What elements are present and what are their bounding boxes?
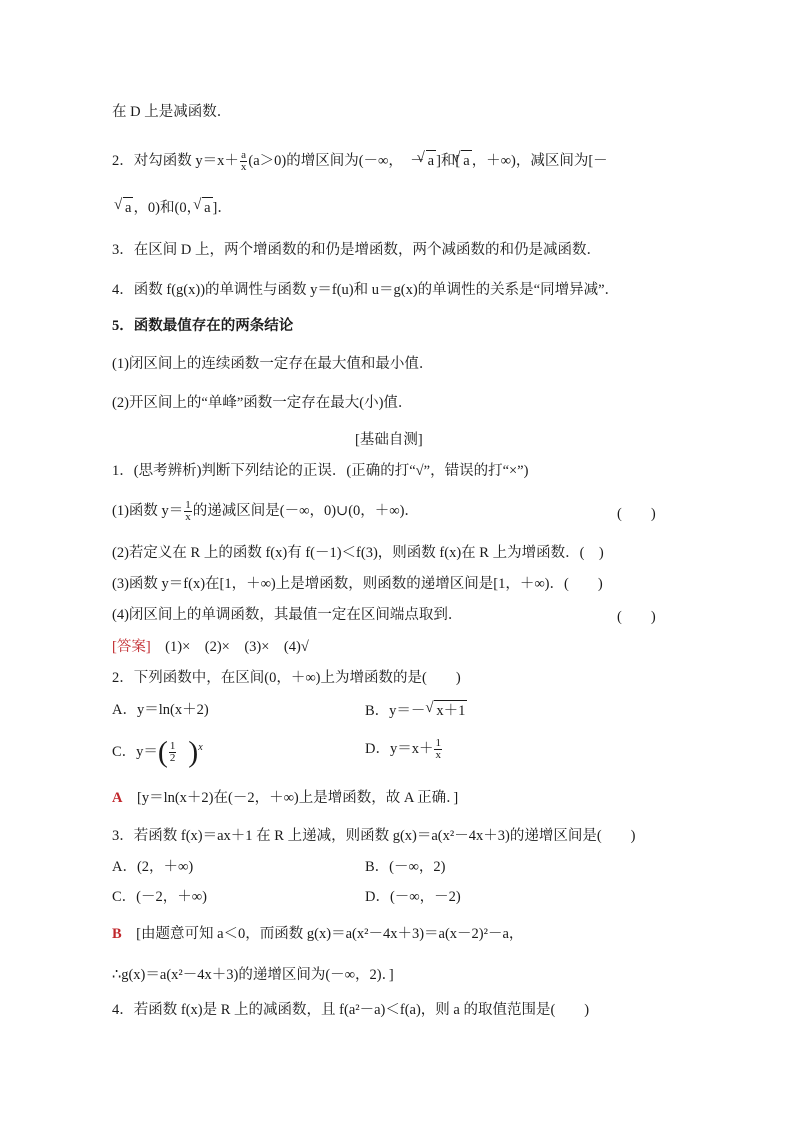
fraction: $\frac{1}{2}$ [169, 740, 176, 764]
question-stem: 3．若函数 f(x)＝ax＋1 在 R 上递减，则函数 g(x)＝a(x²－4x＋3)的递增区间是( ) [112, 828, 636, 844]
option-d: D．y＝x＋ $\frac{1}{x}$ [365, 737, 441, 761]
text: ]和[ [436, 153, 461, 169]
subheading: 5．函数最值存在的两条结论 [112, 318, 294, 334]
option-b: B．(－∞，2) [365, 859, 446, 875]
answer-line: B [由题意可知 a＜0，而函数 g(x)＝a(x²－4x＋3)＝a(x－2)²－a， [112, 926, 524, 942]
sqrt: √ a [123, 197, 133, 218]
question-stem: 2．下列函数中，在区间(0，＋∞)上为增函数的是( ) [112, 670, 461, 686]
question-item: (4)闭区间上的单调函数，其最值一定在区间端点取到． [112, 607, 463, 623]
answer-blank: ( ) [617, 506, 656, 522]
question-stem: 1．(思考辨析)判断下列结论的正误．(正确的打“√”，错误的打“×”) [112, 463, 529, 479]
text-line: 在 D 上是减函数． [112, 104, 232, 120]
option-c: C．y＝( $\frac{1}{2}$ )$^x$ [112, 735, 203, 769]
answer-letter: B [112, 926, 122, 942]
text: ]． [212, 200, 232, 216]
sqrt: √ a [202, 197, 212, 218]
option-c: C．(－2，＋∞) [112, 889, 207, 905]
fraction: $\frac{1}{x}$ [435, 737, 441, 761]
answer-line: ∴g(x)＝a(x²－4x＋3)的递增区间为(－∞，2)．] [112, 967, 394, 983]
option-d: D．(－∞，－2) [365, 889, 461, 905]
question-item: (3)函数 y＝f(x)在[1，＋∞)上是增函数，则函数的递增区间是[1，＋∞)．( ) [112, 576, 603, 592]
text-line [122, 197, 232, 218]
text-line: 3．在区间 D 上，两个增函数的和仍是增函数，两个减函数的和仍是减函数． [112, 242, 601, 258]
sqrt: √ a [461, 150, 471, 171]
answer-label: [答案] [112, 639, 151, 655]
option-a: A．(2，＋∞) [112, 859, 194, 875]
text-line [112, 150, 608, 173]
text-line: (1)闭区间上的连续函数一定存在最大值和最小值． [112, 356, 434, 372]
answer-letter: A [112, 790, 123, 806]
answer-line: A [y＝ln(x＋2)在(－2，＋∞)上是增函数，故 A 正确．] [112, 790, 459, 806]
answer-blank: ( ) [617, 609, 656, 625]
fraction: $\frac{a}{x}$ [240, 149, 247, 174]
text: (a＞0)的增区间为(－∞， － [248, 153, 425, 169]
fraction: $\frac{1}{x}$ [185, 499, 191, 523]
option-b: B．y＝－√ x＋1 [365, 700, 467, 721]
text: ，0)和(0， [133, 200, 202, 216]
question-stem: 4．若函数 f(x)是 R 上的减函数，且 f(a²－a)＜f(a)，则 a 的取值范围是( ) [112, 1002, 590, 1018]
text-line: (2)开区间上的“单峰”函数一定存在最大(小)值． [112, 395, 413, 411]
option-a: A．y＝ln(x＋2) [112, 702, 209, 718]
question-item: (1)函数 y＝ $\frac{1}{x}$ 的递减区间是(－∞，0)∪(0，＋∞)． [112, 499, 419, 523]
text-line: 4．函数 f(g(x))的单调性与函数 y＝f(u)和 u＝g(x)的单调性的关系是“同增异减”． [112, 282, 620, 298]
sqrt: √ a [426, 150, 436, 171]
question-item: (2)若定义在 R 上的函数 f(x)有 f(－1)＜f(3)，则函数 f(x)在 R 上为增函数．( ) [112, 545, 604, 561]
text: ，＋∞)，减区间为[－ [471, 153, 608, 169]
section-title: [基础自测] [355, 432, 423, 448]
sqrt: √ x＋1 [434, 700, 467, 721]
answer-line: [答案] (1)× (2)× (3)× (4)√ [112, 639, 309, 655]
text: 2．对勾函数 y＝x＋ [112, 153, 239, 169]
